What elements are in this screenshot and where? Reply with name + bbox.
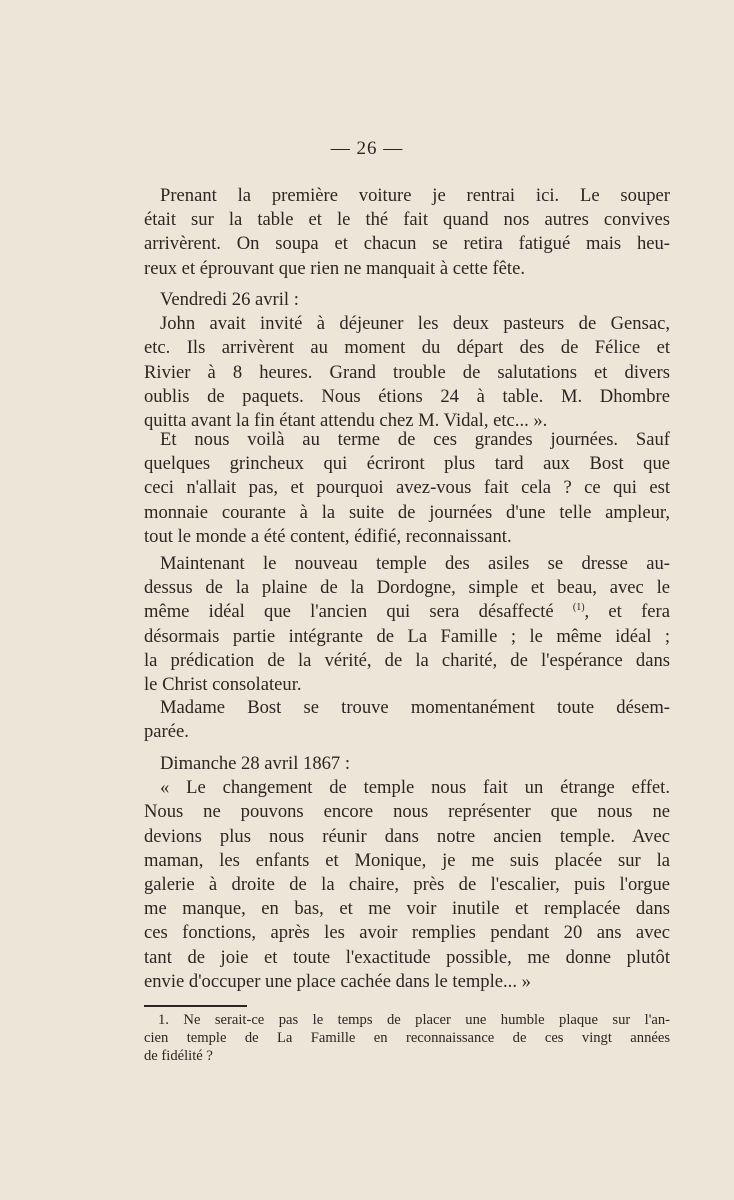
text-line: devions plus nous réunir dans notre ancien temple. Avec (144, 825, 670, 847)
text-line: Dimanche 28 avril 1867 : (160, 753, 351, 774)
page-number: — 26 — (330, 138, 404, 159)
text-line: Maintenant le nouveau temple des asiles se dresse au- (160, 553, 670, 574)
text-line: maman, les enfants et Monique, je me suis placée sur la (144, 849, 670, 871)
text-line: ceci n'allait pas, et pourquoi avez-vous fait cela ? ce qui est (144, 477, 670, 499)
paragraph (144, 288, 670, 433)
text-line: ces fonctions, après les avoir remplies pendant 20 ans avec (144, 922, 670, 944)
text-line (144, 600, 670, 624)
footnote (144, 1011, 670, 1066)
text-line: désormais partie intégrante de La Famille ; le même idéal ; (144, 625, 670, 647)
text-line: John avait invité à déjeuner les deux pasteurs de Gensac, (160, 313, 670, 335)
paragraph (144, 184, 670, 281)
line-text: même idéal que l'ancien qui sera désaffecté (144, 601, 573, 623)
text-line: Nous ne pouvons encore nous représenter que nous ne (144, 801, 670, 823)
paragraph (144, 428, 670, 549)
text-line: le Christ consolateur. (144, 673, 302, 695)
paragraph (144, 752, 670, 994)
text-line: reux et éprouvant que rien ne manquait à cette fête. (144, 257, 525, 279)
text-line: parée. (144, 721, 189, 743)
text-line: galerie à droite de la chaire, près de l'escalier, puis l'orgue (144, 873, 670, 895)
paragraph (144, 696, 670, 744)
text-line: 1. Ne serait-ce pas le temps de placer une humble plaque sur l'an- (158, 1012, 670, 1028)
text-line: cien temple de La Famille en reconnaissance de ces vingt années (144, 1030, 670, 1047)
text-line: Et nous voilà au terme de ces grandes journées. Sauf (160, 429, 670, 450)
text-line: me manque, en bas, et me voir inutile et remplacée dans (144, 898, 670, 920)
text-line: quelques grincheux qui écriront plus tard aux Bost que (144, 453, 670, 475)
text-line: arrivèrent. On soupa et chacun se retira fatigué mais heu- (144, 233, 670, 255)
text-line: quitta avant la fin étant attendu chez M. Vidal, etc... ». (144, 409, 548, 431)
text-line: etc. Ils arrivèrent au moment du départ des de Félice et (144, 337, 670, 359)
text-line: « Le changement de temple nous fait un étrange effet. (160, 777, 670, 799)
text-line: dessus de la plaine de la Dordogne, simple et beau, avec le (144, 577, 670, 599)
footnote-marker: (1) (572, 602, 585, 614)
text-line: envie d'occuper une place cachée dans le temple... » (144, 970, 531, 992)
text-line: Rivier à 8 heures. Grand trouble de salutations et divers (144, 361, 670, 383)
text-line: tant de joie et toute l'exactitude possible, me donne plutôt (144, 946, 670, 968)
text-line: était sur la table et le thé fait quand nos autres convives (144, 209, 670, 231)
text-line: Prenant la première voiture je rentrai ici. Le souper (160, 185, 670, 206)
paragraph (144, 552, 670, 697)
text-line: de fidélité ? (144, 1048, 213, 1065)
line-text: , et fera (584, 601, 670, 623)
footnote-rule (144, 1005, 247, 1007)
text-line: monnaie courante à la suite de journées d'une telle ampleur, (144, 501, 670, 523)
text-line: la prédication de la vérité, de la charité, de l'espérance dans (144, 649, 670, 671)
text-line: oublis de paquets. Nous étions 24 à table. M. Dhombre (144, 385, 670, 407)
text-line: Vendredi 26 avril : (160, 289, 299, 310)
text-line: tout le monde a été content, édifié, reconnaissant. (144, 525, 512, 547)
text-line: Madame Bost se trouve momentanément toute désem- (160, 697, 670, 718)
